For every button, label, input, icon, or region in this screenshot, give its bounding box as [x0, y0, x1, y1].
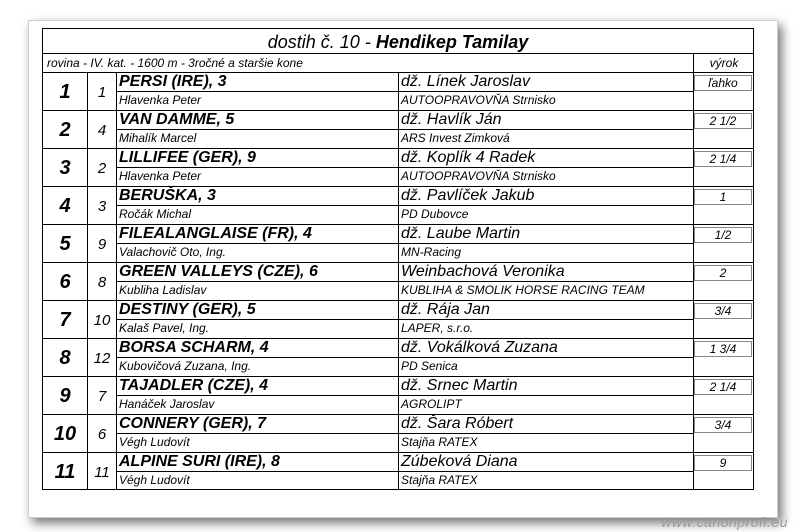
owner-name: AUTOOPRAVOVŇA Strnisko [401, 93, 556, 107]
start-number: 10 [88, 301, 117, 338]
margin-value: ľahko [694, 75, 752, 91]
start-number: 3 [88, 187, 117, 224]
owner-name: AUTOOPRAVOVŇA Strnisko [401, 169, 556, 183]
margin-cell [693, 187, 754, 224]
horse-name: ALPINE SURI (IRE), 8 [119, 453, 280, 470]
trainer-name: Kubliha Ladislav [119, 283, 207, 297]
placing: 2 [43, 111, 88, 148]
margin-cell [693, 453, 754, 490]
jockey-name: Zúbeková Diana [401, 453, 518, 470]
owner-name: Stajňa RATEX [401, 473, 478, 487]
owner-name: PD Senica [401, 359, 458, 373]
jockey-name: dž. Vokálková Zuzana [401, 339, 558, 356]
placing: 5 [43, 225, 88, 262]
margin-value: 2 1/4 [694, 151, 752, 167]
margin-cell [693, 73, 754, 110]
margin-cell [693, 301, 754, 338]
table-row [43, 377, 753, 415]
horse-name: GREEN VALLEYS (CZE), 6 [119, 263, 318, 280]
trainer-name: Mihalík Marcel [119, 131, 197, 145]
owner-name: KUBLIHA & SMOLIK HORSE RACING TEAM [401, 283, 645, 297]
start-number: 2 [88, 149, 117, 186]
margin-cell [693, 415, 754, 452]
table-row [43, 73, 753, 111]
jockey-name: Weinbachová Veronika [401, 263, 565, 280]
margin-value: 1 [694, 189, 752, 205]
watermark: www.canonprofi.eu [661, 514, 788, 530]
margin-value: 1 3/4 [694, 341, 752, 357]
margin-value: 2 [694, 265, 752, 281]
jockey-name: dž. Rája Jan [401, 301, 490, 318]
table-row [43, 301, 753, 339]
table-row [43, 111, 753, 149]
horse-name: LILLIFEE (GER), 9 [119, 149, 256, 166]
jockey-name: dž. Šara Róbert [401, 415, 514, 432]
trainer-name: Kalaš Pavel, Ing. [119, 321, 210, 335]
start-number: 1 [88, 73, 117, 110]
owner-name: MN-Racing [401, 245, 462, 259]
race-conditions-row [43, 54, 753, 73]
horse-name: BORSA SCHARM, 4 [119, 339, 269, 356]
table-row [43, 415, 753, 453]
horse-name: VAN DAMME, 5 [119, 111, 235, 128]
placing: 3 [43, 149, 88, 186]
owner-name: AGROLIPT [401, 397, 462, 411]
horse-name: DESTINY (GER), 5 [119, 301, 256, 318]
margin-cell [693, 339, 754, 376]
horse-name: PERSI (IRE), 3 [119, 73, 227, 90]
table-row [43, 149, 753, 187]
margin-column-header: výrok [693, 54, 754, 72]
horse-name: CONNERY (GER), 7 [119, 415, 266, 432]
trainer-name: Valachovič Oto, Ing. [119, 245, 226, 259]
trainer-name: Végh Ludovít [119, 435, 190, 449]
table-row [43, 453, 753, 491]
owner-name: LAPER, s.r.o. [401, 321, 474, 335]
table-row [43, 263, 753, 301]
owner-name: ARS Invest Zimková [401, 131, 510, 145]
margin-cell [693, 377, 754, 414]
jockey-name: dž. Pavlíček Jakub [401, 187, 535, 204]
table-row [43, 339, 753, 377]
jockey-name: dž. Laube Martin [401, 225, 521, 242]
race-title [43, 29, 753, 54]
margin-cell [693, 225, 754, 262]
margin-value: 2 1/2 [694, 113, 752, 129]
trainer-name: Kubovičová Zuzana, Ing. [119, 359, 252, 373]
placing: 10 [43, 415, 88, 452]
horse-name: TAJADLER (CZE), 4 [119, 377, 269, 394]
jockey-name: dž. Srnec Martin [401, 377, 518, 394]
margin-value: 3/4 [694, 303, 752, 319]
start-number: 4 [88, 111, 117, 148]
race-conditions: rovina - IV. kat. - 1600 m - 3ročné a staršie kone [47, 56, 303, 70]
margin-cell [693, 263, 754, 300]
trainer-name: Ročák Michal [119, 207, 192, 221]
margin-value: 1/2 [694, 227, 752, 243]
horse-name: FILEALANGLAISE (FR), 4 [119, 225, 312, 242]
table-row [43, 225, 753, 263]
start-number: 6 [88, 415, 117, 452]
start-number: 7 [88, 377, 117, 414]
start-number: 12 [88, 339, 117, 376]
owner-name: PD Dubovce [401, 207, 469, 221]
trainer-name: Hlavenka Peter [119, 93, 202, 107]
start-number: 11 [88, 453, 117, 490]
placing: 6 [43, 263, 88, 300]
jockey-name: dž. Havlík Ján [401, 111, 502, 128]
placing: 8 [43, 339, 88, 376]
race-number: dostih č. 10 - [267, 32, 376, 52]
race-name: Hendikep Tamilay [375, 32, 529, 52]
start-number: 8 [88, 263, 117, 300]
margin-value: 3/4 [694, 417, 752, 433]
trainer-name: Végh Ludovít [119, 473, 190, 487]
placing: 9 [43, 377, 88, 414]
table-row [43, 187, 753, 225]
placing: 4 [43, 187, 88, 224]
margin-cell [693, 111, 754, 148]
jockey-name: dž. Koplík 4 Radek [401, 149, 536, 166]
placing: 7 [43, 301, 88, 338]
start-number: 9 [88, 225, 117, 262]
placing: 1 [43, 73, 88, 110]
jockey-name: dž. Línek Jaroslav [401, 73, 530, 90]
placing: 11 [43, 453, 88, 490]
horse-name: BERUŠKA, 3 [119, 187, 216, 204]
trainer-name: Hanáček Jaroslav [119, 397, 215, 411]
trainer-name: Hlavenka Peter [119, 169, 202, 183]
margin-cell [693, 149, 754, 186]
margin-value: 2 1/4 [694, 379, 752, 395]
results-sheet [42, 28, 754, 490]
results-table [43, 73, 753, 491]
owner-name: Stajňa RATEX [401, 435, 478, 449]
margin-value: 9 [694, 455, 752, 471]
